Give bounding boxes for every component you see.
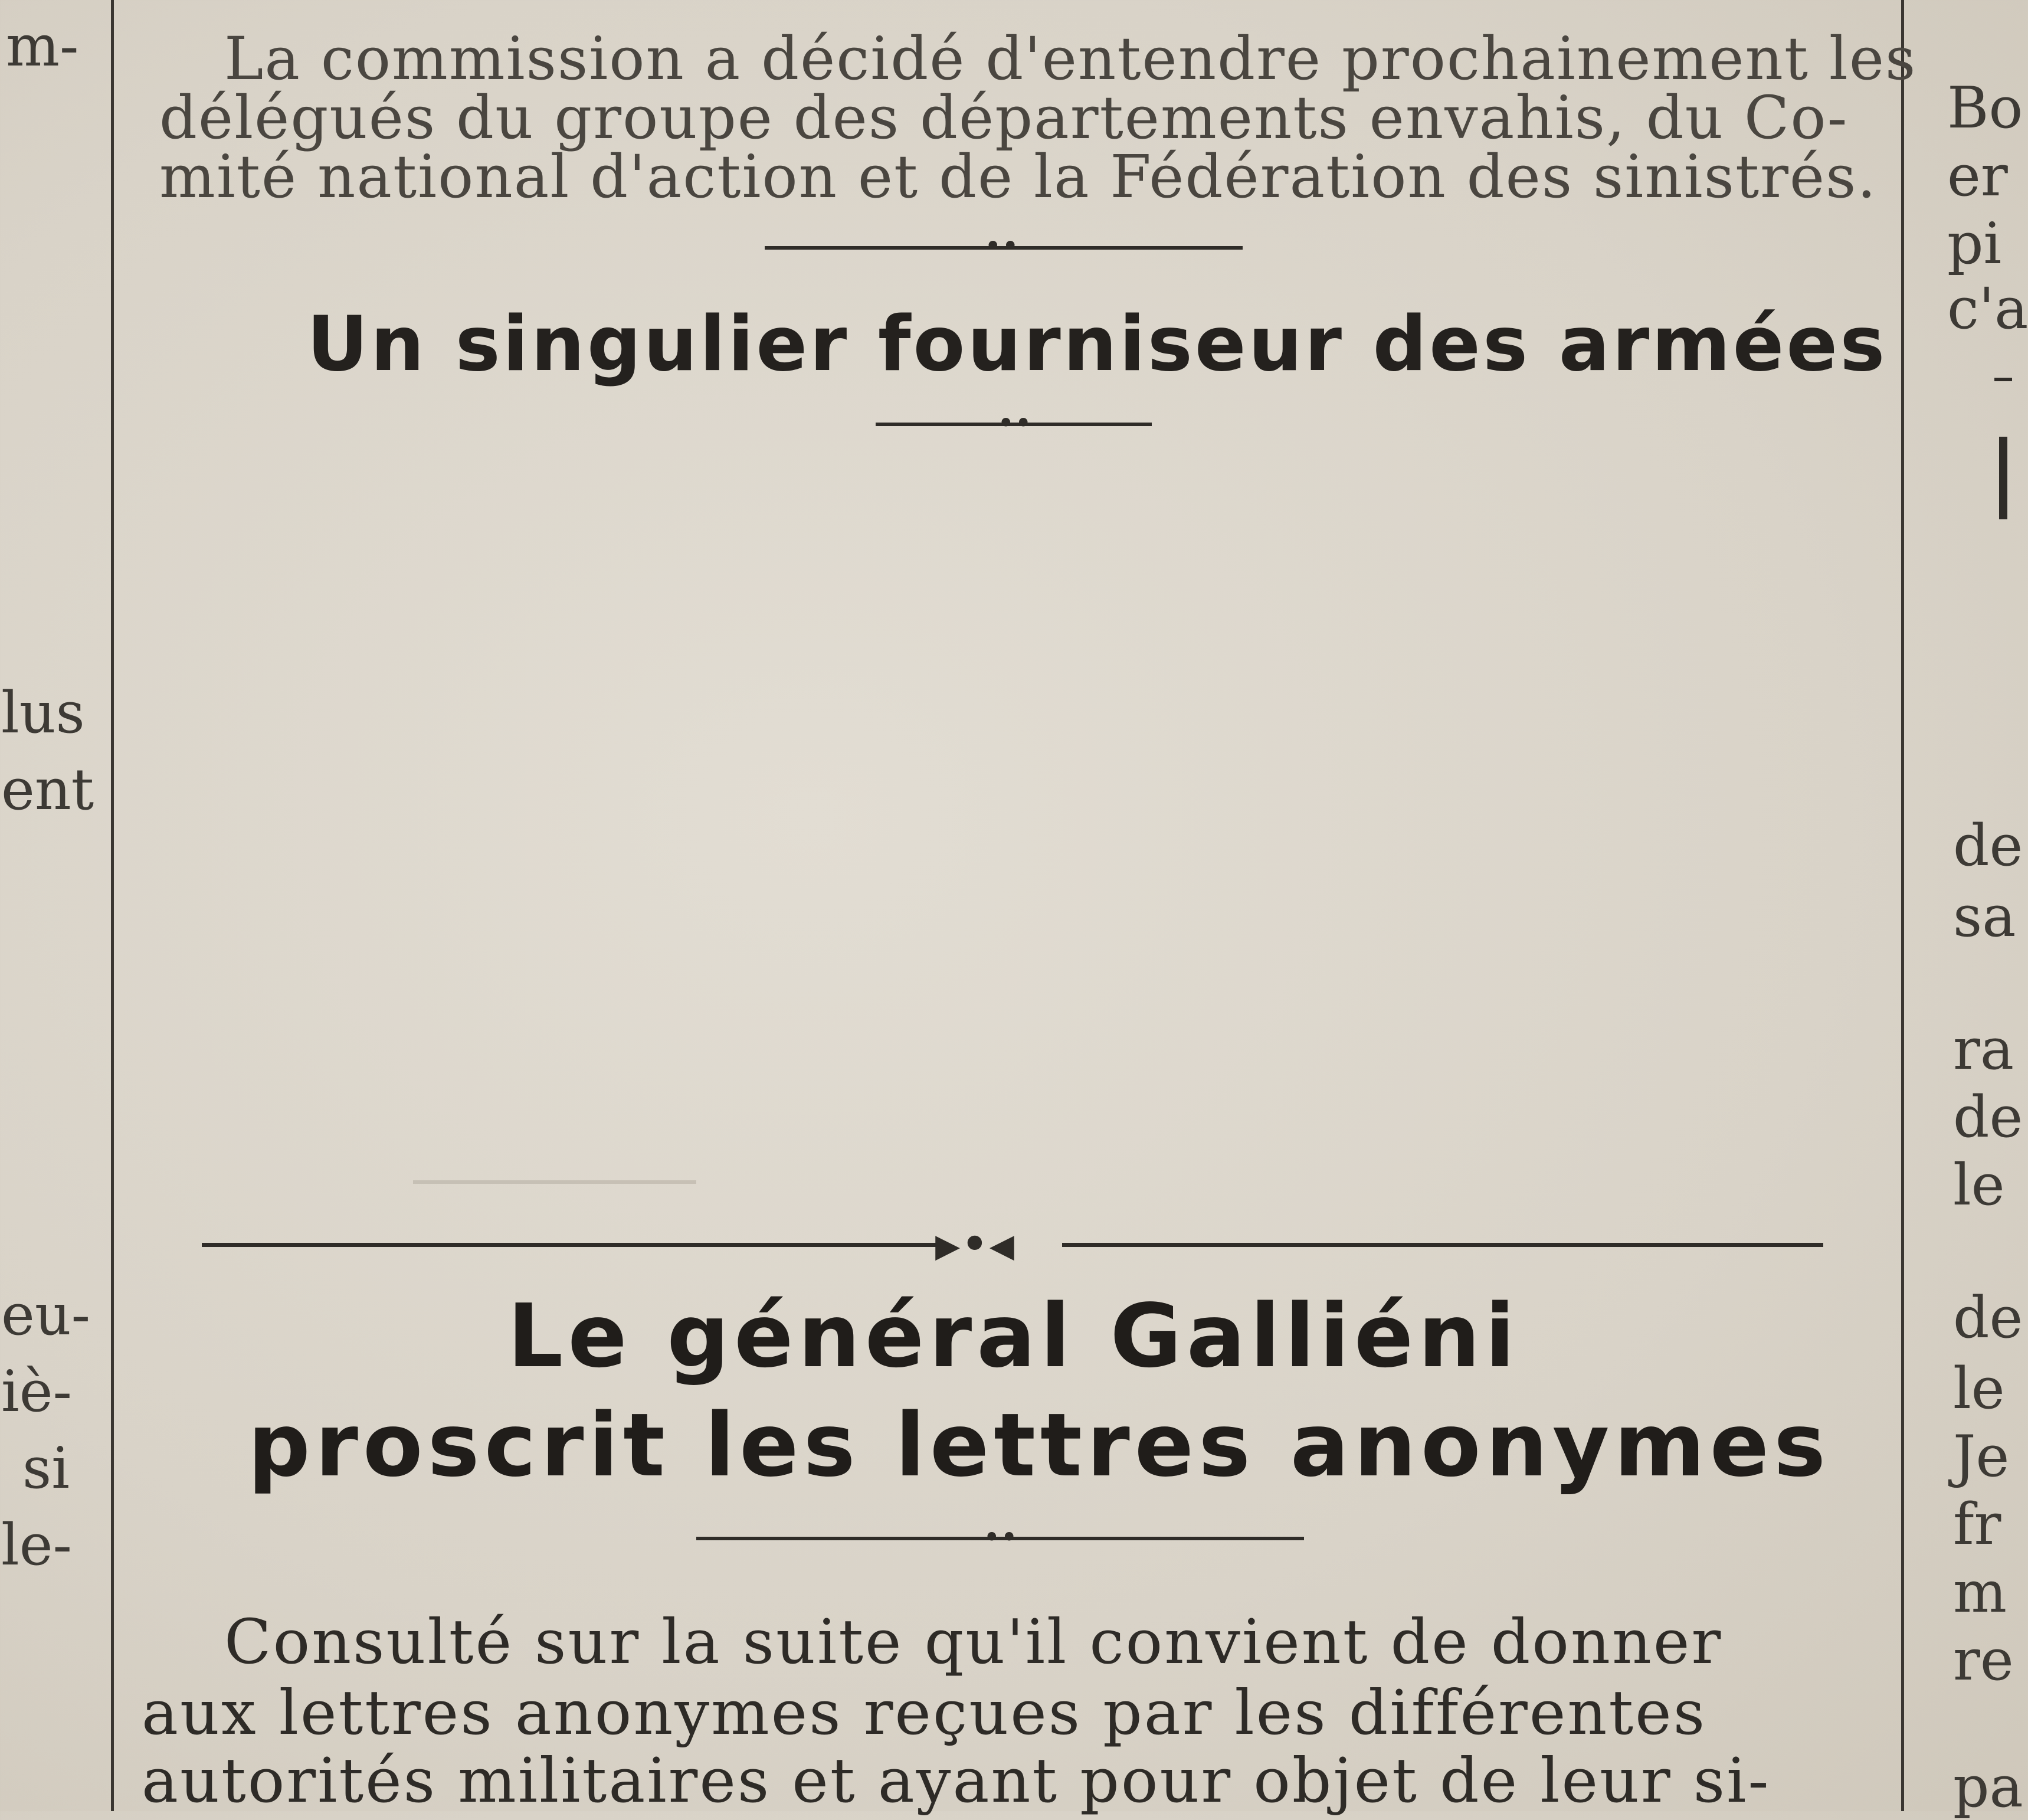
right-fragment: de <box>1953 813 2023 879</box>
right-column-rule <box>1901 0 1904 1811</box>
article-text-line: mité national d'action et de la Fédération des sinistrés. <box>159 142 1878 211</box>
left-fragment: m- <box>6 13 79 79</box>
article-body-line: autorités militaires et ayant pour objet de leur si- <box>142 1744 1771 1816</box>
left-fragment: si <box>22 1435 70 1501</box>
right-fragment: c'a <box>1947 276 2028 342</box>
right-fragment: er <box>1947 143 2008 209</box>
right-edge-mark <box>1999 437 2007 519</box>
right-fragment: de <box>1953 1285 2023 1351</box>
right-fragment: ra <box>1953 1016 2014 1082</box>
major-section-divider <box>202 1243 936 1247</box>
left-fragment: iè- <box>1 1359 72 1425</box>
right-fragment: Bo <box>1947 75 2023 141</box>
right-fragment: sa <box>1953 883 2016 950</box>
left-fragment: ent <box>1 757 94 823</box>
article-text-line: La commission a décidé d'entendre prochainement les <box>224 24 1917 93</box>
right-fragment: pi <box>1947 211 2002 277</box>
left-column-rule <box>111 0 114 1811</box>
article-body-line: aux lettres anonymes reçues par les différentes <box>142 1677 1707 1749</box>
right-fragment: de <box>1953 1084 2023 1150</box>
right-fragment: m <box>1953 1559 2007 1625</box>
left-fragment: le- <box>1 1512 72 1578</box>
left-fragment: lus <box>1 680 85 746</box>
right-fragment: fr <box>1953 1491 2001 1557</box>
right-fragment: le <box>1953 1356 2005 1422</box>
article-text-line: délégués du groupe des départements envahis, du Co- <box>159 83 1849 152</box>
headline-gallieni-line-2: proscrit les lettres anonymes <box>248 1395 1831 1496</box>
right-fragment: pa <box>1953 1754 2023 1820</box>
right-edge-dash <box>1994 378 2012 381</box>
major-section-divider <box>1062 1243 1823 1247</box>
article-body-line: Consulté sur la suite qu'il convient de donner <box>224 1606 1723 1678</box>
divider-ornament-icon: •• <box>983 1520 1018 1554</box>
headline-singulier-fournisseur: Un singulier fourniseur des armées <box>307 300 1888 388</box>
right-fragment: re <box>1953 1627 2014 1693</box>
faint-mark <box>413 1180 696 1184</box>
right-fragment: Je <box>1953 1423 2010 1490</box>
headline-gallieni-line-1: Le général Galliéni <box>507 1285 1520 1387</box>
divider-ornament-icon: •• <box>997 406 1032 440</box>
divider-ornament-icon: •• <box>984 229 1019 263</box>
left-fragment: eu- <box>1 1282 91 1348</box>
divider-arrow-ornament-icon: ▸•◂ <box>935 1215 1014 1273</box>
right-fragment: le <box>1953 1152 2005 1218</box>
